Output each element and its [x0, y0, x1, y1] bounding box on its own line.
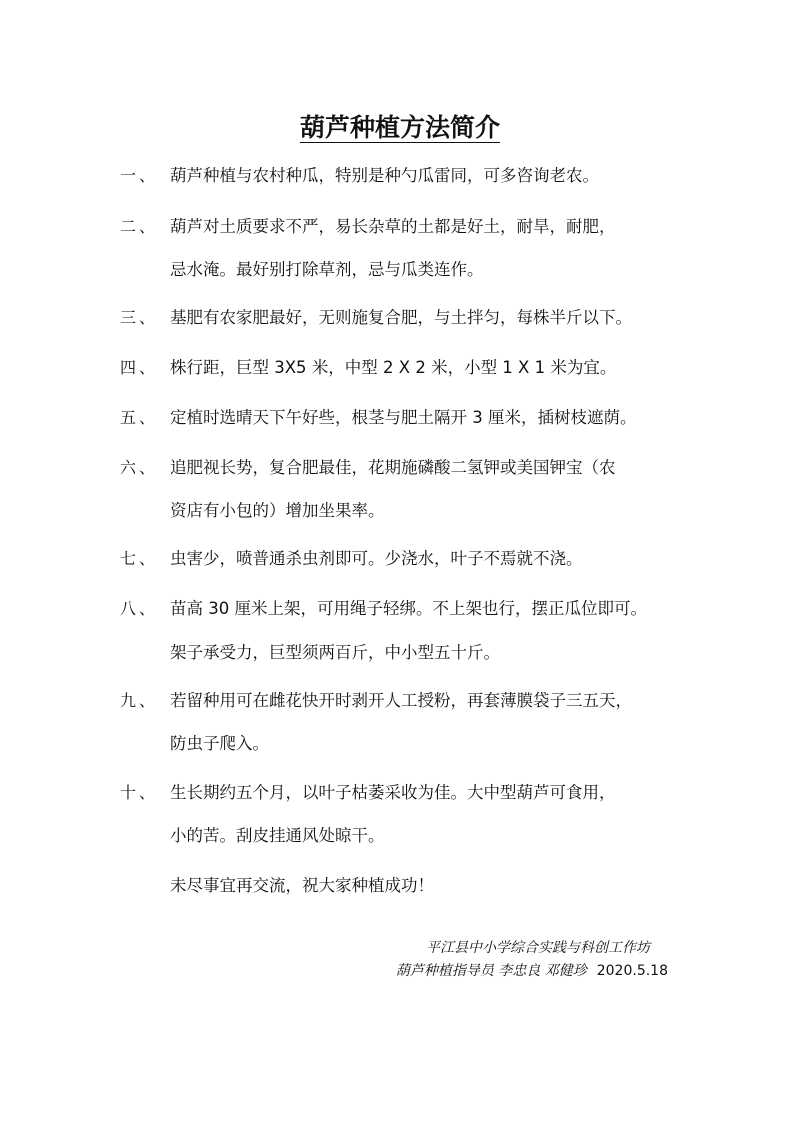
item-number: 一、: [120, 166, 159, 185]
item-text: 架子承受力，巨型须两百斤，中小型五十斤。: [170, 643, 500, 662]
item-text: 葫芦对土质要求不严，易长杂草的土都是好土，耐旱，耐肥，: [170, 217, 616, 236]
document-title: 葫芦种植方法简介: [299, 113, 500, 142]
item-number: 十、: [120, 783, 159, 802]
item-number: 二、: [120, 217, 159, 236]
signature-instructors: 葫芦种植指导员 李忠良 邓健珍: [395, 963, 587, 979]
item-text: 小的苦。刮皮挂通风处晾干。: [170, 826, 385, 845]
item-number: 七、: [120, 549, 159, 568]
item-text: 忌水淹。最好别打除草剂，忌与瓜类连作。: [170, 260, 484, 279]
item-number: 五、: [120, 408, 159, 427]
item-number: 三、: [120, 308, 159, 327]
item-text: 生长期约五个月，以叶子枯萎采收为佳。大中型葫芦可食用，: [170, 783, 616, 802]
item-text: 株行距，巨型 3X5 米，中型 2 X 2 米，小型 1 X 1 米为宜。: [170, 358, 617, 377]
item-text: 虫害少，喷普通杀虫剂即可。少浇水，叶子不焉就不浇。: [170, 549, 583, 568]
item-text: 资店有小包的）增加坐果率。: [170, 501, 385, 520]
item-text: 追肥视长势，复合肥最佳，花期施磷酸二氢钾或美国钾宝（农: [170, 458, 616, 477]
signature-organization: 平江县中小学综合实践与科创工作坊: [426, 940, 650, 956]
item-text: 防虫子爬入。: [170, 734, 269, 753]
signature-date: 2020.5.18: [596, 963, 668, 979]
item-text: 葫芦种植与农村种瓜，特别是种勺瓜雷同，可多咨询老农。: [170, 166, 599, 185]
item-text: 基肥有农家肥最好，无则施复合肥，与土拌匀，每株半斤以下。: [170, 308, 632, 327]
item-number: 四、: [120, 358, 159, 377]
closing-remark: 未尽事宜再交流，祝大家种植成功！: [170, 876, 434, 895]
item-number: 九、: [120, 691, 159, 710]
item-number: 八、: [120, 599, 159, 618]
item-text: 若留种用可在雌花快开时剥开人工授粉，再套薄膜袋子三五天，: [170, 691, 632, 710]
item-text: 定植时选晴天下午好些，根茎与肥土隔开 3 厘米，插树枝遮荫。: [170, 408, 637, 427]
item-text: 苗高 30 厘米上架，可用绳子轻绑。不上架也行，摆正瓜位即可。: [170, 599, 647, 618]
item-number: 六、: [120, 458, 159, 477]
signature-line: [396, 960, 668, 982]
